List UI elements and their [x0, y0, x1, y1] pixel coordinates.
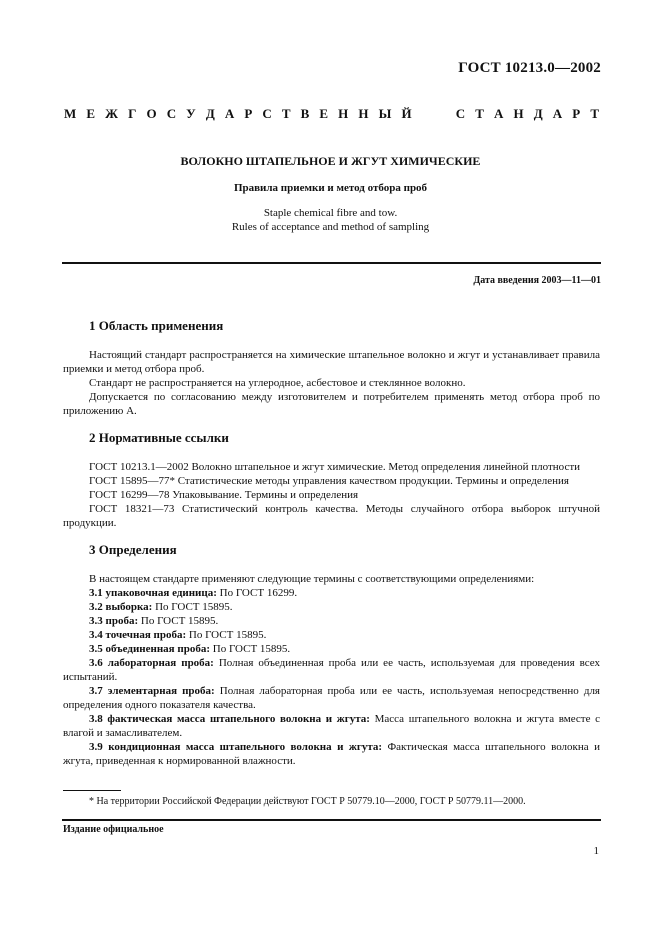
section-heading: 1 Область применения — [89, 318, 224, 333]
banner-left-letter: Р — [244, 106, 253, 121]
paragraph — [63, 474, 600, 488]
banner-left-letter: У — [186, 106, 196, 121]
paragraph-text: Допускается по согласованию между изготовителем и потребителем применять метод отбора проб по приложению А. — [63, 391, 600, 417]
term-label: 3.5 объединенная проба: — [89, 643, 210, 655]
section-heading: 2 Нормативные ссылки — [89, 430, 229, 445]
document-subtitle: Правила приемки и метод отбора проб — [233, 182, 428, 194]
banner-left-letter: С — [166, 106, 177, 121]
banner-left-letter: Е — [319, 106, 329, 121]
footnote: * На территории Российской Федерации действуют ГОСТ Р 50779.10—2000, ГОСТ Р 50779.11—2000. — [89, 796, 526, 807]
banner-right-letter: Д — [533, 106, 543, 121]
gost-number: ГОСТ 10213.0—2002 — [458, 60, 601, 76]
banner-left-letter: Ы — [378, 106, 392, 121]
term-label: 3.7 элементарная проба: — [89, 685, 215, 697]
paragraph-text: По ГОСТ 15895. — [210, 643, 291, 655]
paragraph — [63, 460, 600, 474]
document-body — [63, 318, 600, 780]
term-label: 3.8 фактическая масса штапельного волокна и жгута: — [89, 713, 370, 725]
paragraph — [63, 642, 600, 656]
paragraph — [63, 712, 600, 740]
paragraph — [63, 488, 600, 502]
footer-rule — [62, 819, 601, 821]
edition-label: Издание официальное — [63, 824, 164, 835]
page-number: 1 — [593, 845, 599, 857]
banner-left-letter: Д — [205, 106, 215, 121]
paragraph — [63, 600, 600, 614]
paragraph-text: По ГОСТ 15895. — [152, 601, 233, 613]
paragraph-text: ГОСТ 18321—73 Статистический контроль качества. Методы случайного отбора выборок штучной продукции. — [63, 503, 600, 529]
paragraph — [63, 572, 600, 586]
banner-right-letter: А — [552, 106, 563, 121]
banner-left-letter: А — [224, 106, 235, 121]
banner-right-letter: Р — [572, 106, 581, 121]
document-title: ВОЛОКНО ШТАПЕЛЬНОЕ И ЖГУТ ХИМИЧЕСКИЕ — [180, 154, 481, 168]
paragraph-text: Стандарт не распространяется на углеродное, асбестовое и стеклянное волокно. — [89, 377, 466, 389]
paragraph — [63, 656, 600, 684]
term-label: 3.4 точечная проба: — [89, 629, 187, 641]
term-label: 3.6 лабораторная проба: — [89, 657, 214, 669]
term-label: 3.9 кондиционная масса штапельного волокна и жгута: — [89, 741, 383, 753]
paragraph — [63, 614, 600, 628]
banner-left-letter: В — [300, 106, 310, 121]
paragraph-text: Полная лабораторная проба или ее часть, используемая непосредственно для определения одного показателя качества. — [63, 685, 600, 711]
paragraph-text: По ГОСТ 15895. — [138, 615, 219, 627]
paragraph-text: ГОСТ 16299—78 Упаковывание. Термины и определения — [89, 489, 359, 501]
section-heading: 3 Определения — [89, 542, 177, 557]
banner-gap — [422, 106, 446, 122]
banner-right-letter: А — [494, 106, 504, 121]
paragraph-text: ГОСТ 15895—77* Статистические методы управления качеством продукции. Термины и определения — [89, 475, 569, 487]
paragraph-text: Настоящий стандарт распространяется на химические штапельное волокно и жгут и устанавливает правила приемки и метод отбора проб. — [63, 349, 600, 375]
paragraph-text: По ГОСТ 15895. — [186, 629, 267, 641]
banner-left-letter: Н — [338, 106, 349, 121]
english-title-line-1: Staple chemical fibre and tow. — [263, 207, 398, 219]
section — [63, 542, 600, 768]
banner-right-letter: Т — [590, 106, 599, 121]
introduction-date: Дата введения 2003—11—01 — [473, 275, 601, 286]
paragraph-text: По ГОСТ 16299. — [216, 587, 298, 599]
paragraph-text: Фактическая масса штапельного волокна и жгута, приведенная к нормированной влажности. — [63, 741, 600, 767]
banner-left-letter: М — [64, 106, 77, 121]
banner-right-letter: С — [455, 106, 466, 121]
paragraph — [63, 376, 600, 390]
english-title — [0, 206, 661, 234]
header-rule — [62, 262, 601, 264]
paragraph — [63, 390, 600, 418]
banner-right-letter: Т — [475, 106, 484, 121]
section — [63, 430, 600, 530]
english-title-line-2: Rules of acceptance and method of sampling — [231, 221, 430, 233]
paragraph — [63, 586, 600, 600]
paragraph — [63, 684, 600, 712]
banner-left-letter: С — [262, 106, 272, 121]
paragraph — [63, 502, 600, 530]
banner-left-letter: Г — [128, 106, 137, 121]
paragraph-text: ГОСТ 10213.1—2002 Волокно штапельное и жгут химические. Метод определения линейной плотности — [89, 461, 581, 473]
paragraph — [63, 348, 600, 376]
footnote-rule — [63, 790, 121, 791]
paragraph — [63, 740, 600, 768]
banner-left-letter: Е — [86, 106, 96, 121]
paragraph-text: Полная объединенная проба или ее часть, используемая для проведения всех испытаний. — [63, 657, 600, 683]
paragraph — [63, 628, 600, 642]
paragraph-text: Масса штапельного волокна и жгута вместе с влагой и замасливателем. — [63, 713, 600, 739]
standard-type-banner — [64, 106, 599, 122]
term-label: 3.1 упаковочная единица: — [89, 587, 217, 599]
paragraph-text: В настоящем стандарте применяют следующие термины с соответствующими определениями: — [89, 573, 535, 585]
term-label: 3.3 проба: — [89, 615, 139, 627]
banner-left-letter: Н — [358, 106, 369, 121]
section — [63, 318, 600, 418]
term-label: 3.2 выборка: — [89, 601, 153, 613]
banner-right-letter: Н — [513, 106, 524, 121]
banner-left-letter: О — [146, 106, 157, 121]
banner-left-letter: Т — [281, 106, 291, 121]
banner-left-letter: Й — [401, 106, 412, 121]
banner-left-letter: Ж — [105, 106, 118, 121]
